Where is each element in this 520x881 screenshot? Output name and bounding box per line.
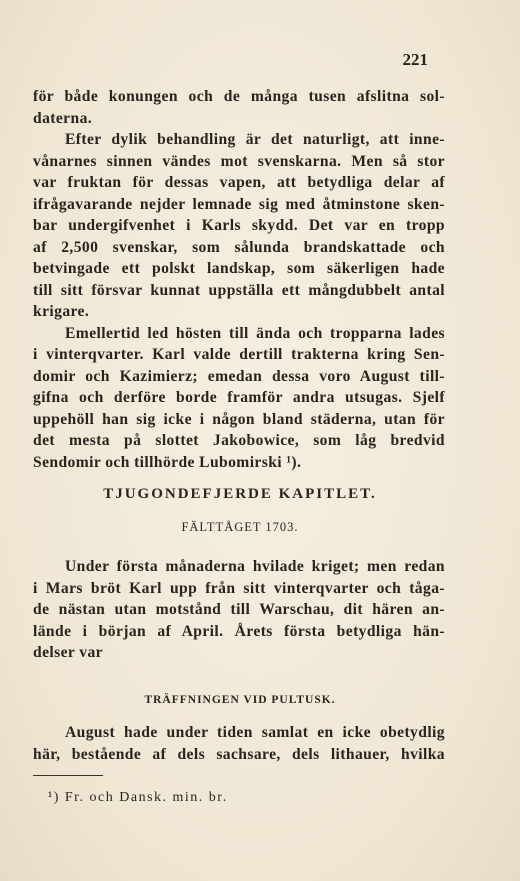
text-line: ifrågavarande nejder lemnade sig med åtminstone sken-: [33, 195, 445, 213]
text-line: i vinterqvarter. Karl valde dertill trakterna kring Sen-: [33, 346, 445, 363]
text-line: August hade under tiden samlat en icke obetydlig: [65, 724, 445, 741]
page-number: 221: [402, 50, 428, 69]
text-line: krigare.: [33, 303, 90, 320]
paragraph-5: [33, 722, 445, 765]
text-line: Sendomir och tillhörde Lubomirski ¹).: [33, 453, 302, 471]
text-line: för både konungen och de många tusen afslitna sol-: [33, 88, 445, 105]
text-line: Under första månaderna hvilade kriget; men redan: [65, 558, 445, 575]
text-line: Efter dylik behandling är det naturligt, att inne-: [65, 131, 445, 148]
text-line: det mesta på slottet Jakobowice, som låg bredvid: [33, 432, 445, 449]
text-line: till sitt försvar kunnat uppställa ett mångdubbelt antal: [33, 281, 445, 299]
paragraph-2: [33, 129, 445, 323]
text-line: daterna.: [33, 109, 93, 127]
text-line: här, bestående af dels sachsare, dels lithauer, hvilka: [33, 745, 445, 763]
paragraph-1: [33, 86, 445, 129]
text-line: delser var: [33, 644, 103, 661]
text-line: var fruktan för dessas vapen, att betydliga delar af: [33, 174, 445, 191]
chapter-title: TJUGONDEFJERDE KAPITLET.: [103, 486, 377, 502]
text-line: bar undergifvenhet i Karls skydd. Det var en tropp: [33, 217, 445, 234]
footnote-rule: [33, 775, 103, 776]
body-text-middle: [33, 556, 445, 664]
text-line: betvingade ett polskt landskap, som säkerligen hade: [33, 260, 445, 277]
text-line: domir och Kazimierz; emedan dessa voro August till-: [33, 367, 445, 385]
text-line: i Mars bröt Karl upp från sitt vinterqvarter och tåga-: [33, 579, 445, 597]
body-text-upper: [33, 86, 445, 473]
text-line: af 2,500 svenskar, som sålunda brandskattade och: [33, 238, 445, 256]
text-line: de nästan utan motstånd till Warschau, dit hären an-: [33, 601, 445, 618]
paragraph-3: [33, 323, 445, 474]
chapter-subtitle: FÄLTTÅGET 1703.: [181, 520, 299, 534]
paragraph-4: [33, 556, 445, 664]
text-line: lände i början af April. Årets första betydliga hän-: [33, 622, 445, 640]
section-heading: TRÄFFNINGEN VID PULTUSK.: [144, 694, 336, 706]
footnote: ¹) Fr. och Dansk. min. br.: [48, 790, 228, 805]
body-text-lower: [33, 722, 445, 765]
text-line: uppehöll han sig icke i någon bland städerna, utan för: [33, 410, 445, 428]
text-line: Emellertid led hösten till ända och tropparna lades: [65, 324, 445, 342]
text-line: vånarnes sinnen vändes mot svenskarna. Men så stor: [33, 152, 445, 170]
text-line: gifna och derföre borde framför andra utsugas. Sjelf: [33, 389, 445, 406]
